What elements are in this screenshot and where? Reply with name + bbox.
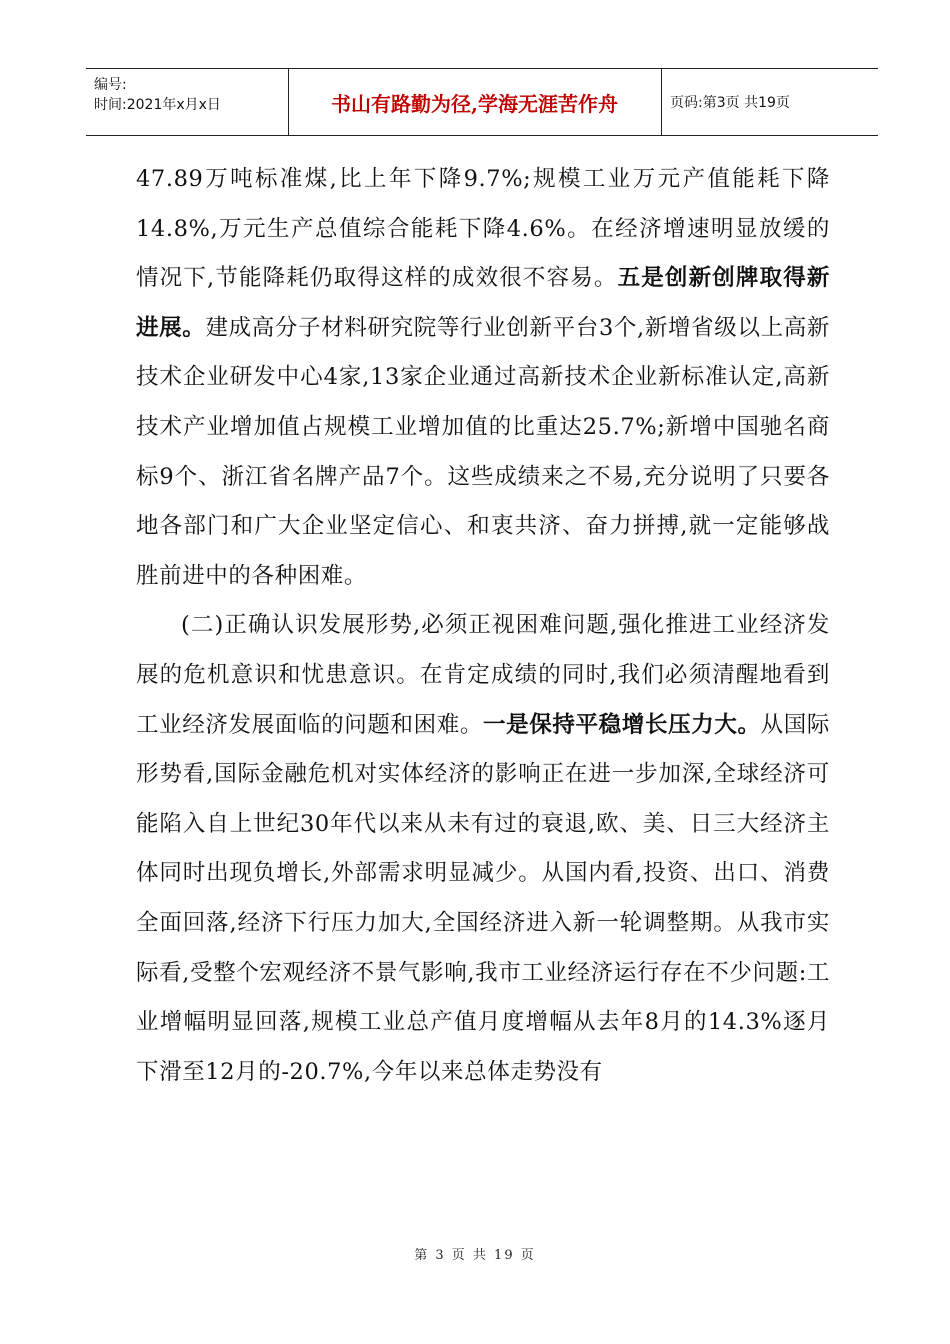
header-table [86,68,878,136]
bold-heading: 五是创新创牌取得新进展。 [136,265,830,341]
bold-heading: 一是保持平稳增长压力大。 [483,711,761,738]
header-divider [661,69,662,135]
header-meta [94,75,221,115]
paragraph-text: (二)正确认识发展形势,必须正视困难问题,强化推进工业经济发展的危机意识和忧患意识。在肯定成绩的同时,我们必须清醒地看到工业经济发展面临的问题和困难。 [136,612,830,738]
number-label: 编号: [94,77,127,93]
paragraph-text: 47.89万吨标准煤,比上年下降9.7%;规模工业万元产值能耗下降14.8%,万元生产总值综合能耗下降4.6%。在经济增速明显放缓的情况下,节能降耗仍取得这样的成效很不容易。 [136,166,830,292]
document-body [136,155,830,1097]
paragraph-text: 建成高分子材料研究院等行业创新平台3个,新增省级以上高新技术企业研发中心4家,13家企业通过高新技术企业新标准认定,高新技术产业增加值占规模工业增加值的比重达25.7%;新增中国驰名商标9个、浙江省名牌产品7个。这些成绩来之不易,充分说明了只要各地各部门和广大企业坚定信心、和衷共济、奋力拼搏,就一定能够战胜前进中的各种困难。 [136,314,830,589]
header-motto: 书山有路勤为径,学海无涯苦作舟 [331,91,618,116]
page-footer: 第 3 页 共 19 页 [414,1248,536,1263]
header-page-label: 页码:第3页 共19页 [670,95,790,111]
paragraph [136,601,830,1097]
paragraph-text: 从国际形势看,国际金融危机对实体经济的影响正在进一步加深,全球经济可能陷入自上世纪30年代以来从未有过的衰退,欧、美、日三大经济主体同时出现负增长,外部需求明显减少。从国内看,投资、出口、消费全面回落,经济下行压力加大,全国经济进入新一轮调整期。从我市实际看,受整个宏观经济不景气影响,我市工业经济运行存在不少问题:工业增幅明显回落,规模工业总产值月度增幅从去年8月的14.3%逐月下滑至12月的-20.7%,今年以来总体走势没有 [136,711,830,1085]
paragraph [136,155,830,601]
time-label: 时间:2021年x月x日 [94,97,221,113]
